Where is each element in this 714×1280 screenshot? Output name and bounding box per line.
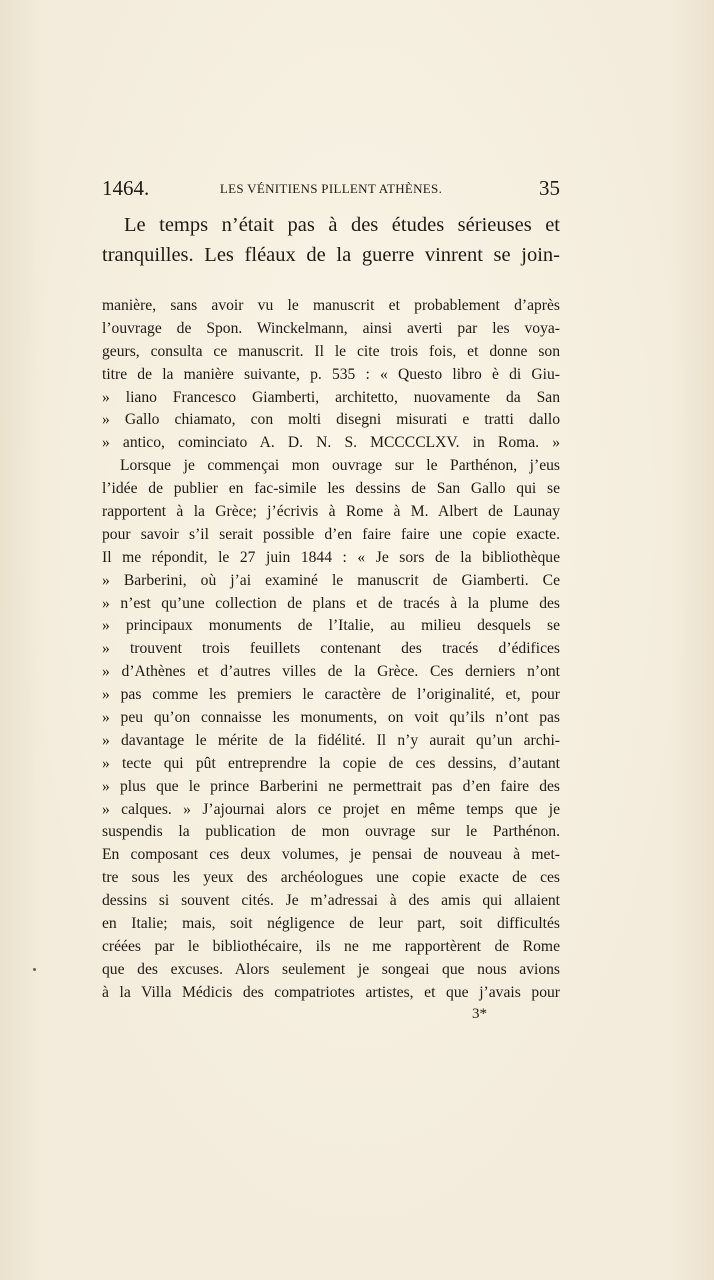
footnote-line: l’idée de publier en fac-simile les dessins de San Gallo qui se <box>102 480 560 498</box>
footnote-line: » Barberini, où j’ai examiné le manuscrit de Giamberti. Ce <box>102 571 560 589</box>
header-running-title: LES VÉNITIENS PILLENT ATHÈNES. <box>219 181 443 196</box>
footnote-line: titre de la manière suivante, p. 535 : « Questo libro è di Giu- <box>102 365 560 383</box>
footnote-line: rapportent à la Grèce; j’écrivis à Rome à M. Albert de Launay <box>102 503 560 521</box>
footnote-line: pour savoir s’il serait possible d’en faire faire une copie exacte. <box>102 525 560 543</box>
running-header <box>102 176 560 204</box>
footnote-line: créées par le bibliothécaire, ils ne me rapportèrent de Rome <box>102 937 560 955</box>
footnote-line: » n’est qu’une collection de plans et de tracés à la plume des <box>102 594 560 612</box>
footnote-line: » davantage le mérite de la fidélité. Il n’y aurait qu’un archi- <box>102 731 560 749</box>
footnote-line: » Gallo chiamato, con molti disegni misurati e tratti dallo <box>102 411 560 429</box>
footnote-line: Lorsque je commençai mon ouvrage sur le Parthénon, j’eus <box>120 457 560 475</box>
footnote-line: En composant ces deux volumes, je pensai de nouveau à met- <box>102 846 560 864</box>
footnote-line: que des excuses. Alors seulement je songeai que nous avions <box>102 960 560 978</box>
header-year: 1464. <box>102 176 150 200</box>
footnote-line: manière, sans avoir vu le manuscrit et probablement d’après <box>102 297 560 314</box>
main-text-line: tranquilles. Les fléaux de la guerre vinrent se join- <box>102 244 560 266</box>
footnote-line: Il me répondit, le 27 juin 1844 : « Je sors de la bibliothèque <box>102 548 560 566</box>
footnote-line: en Italie; mais, soit négligence de leur part, soit difficultés <box>102 915 560 933</box>
footnote-line: à la Villa Médicis des compatriotes artistes, et que j’avais pour <box>102 983 560 1001</box>
footnote-line: » principaux monuments de l’Italie, au milieu desquels se <box>102 617 560 635</box>
footnote-line: » tecte qui pût entreprendre la copie de ces dessins, d’autant <box>102 754 560 772</box>
footnote-line: » trouvent trois feuillets contenant des tracés d’édifices <box>102 640 560 658</box>
footnote-line: suspendis la publication de mon ouvrage sur le Parthénon. <box>102 823 560 841</box>
footnote-text <box>102 295 560 1005</box>
header-page-number: 35 <box>539 176 560 200</box>
footnote-line: » plus que le prince Barberini ne permettrait pas d’en faire des <box>102 777 560 795</box>
footnote-line: » calques. » J’ajournai alors ce projet en même temps que je <box>102 800 560 818</box>
footnote-line: » pas comme les premiers le caractère de l’originalité, et, pour <box>102 686 560 704</box>
footnote-line: » antico, cominciato A. D. N. S. MCCCCLXV. in Roma. » <box>102 434 560 452</box>
footnote-line: geurs, consulta ce manuscrit. Il le cite trois fois, et donne son <box>102 342 560 360</box>
footnote-line: » liano Francesco Giamberti, architetto, nuovamente da San <box>102 388 560 406</box>
signature-mark: 3* <box>472 1006 487 1022</box>
footnote-line: l’ouvrage de Spon. Winckelmann, ainsi averti par les voya- <box>102 319 560 337</box>
main-text-line: Le temps n’était pas à des études sérieuses et <box>124 214 560 236</box>
footnote-line: » d’Athènes et d’autres villes de la Grèce. Ces derniers n’ont <box>102 663 560 681</box>
footnote-line: » peu qu’on connaisse les monuments, on voit qu’ils n’ont pas <box>102 709 560 727</box>
main-text <box>102 210 560 270</box>
footnote-line: dessins si souvent cités. Je m’adressai à des amis qui allaient <box>102 892 560 910</box>
footnote-line: tre sous les yeux des archéologues une copie exacte de ces <box>102 869 560 887</box>
paper-speck <box>33 968 36 971</box>
